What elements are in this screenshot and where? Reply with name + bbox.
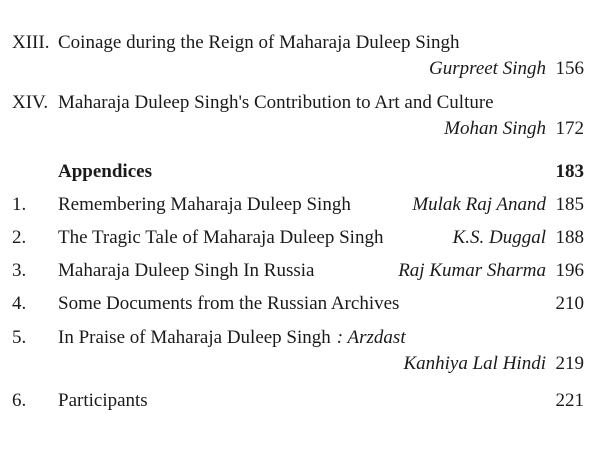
appendix-page-number: 221 — [555, 390, 584, 411]
appendix-author: Kanhiya Lal Hindi — [403, 353, 546, 374]
appendix-item-2 — [0, 225, 600, 251]
appendix-page-number: 219 — [555, 353, 584, 374]
entry-title: Maharaja Duleep Singh's Contribution to Art and Culture — [58, 92, 494, 113]
appendix-title: In Praise of Maharaja Duleep Singh — [58, 327, 331, 348]
appendix-page-number: 210 — [555, 293, 584, 314]
entry-page-number: 172 — [555, 118, 584, 139]
appendix-title: The Tragic Tale of Maharaja Duleep Singh — [58, 227, 384, 248]
appendix-number: 6. — [12, 390, 27, 411]
entry-author: Gurpreet Singh — [429, 58, 546, 79]
entry-author: Mohan Singh — [444, 118, 546, 139]
appendix-number: 2. — [12, 227, 27, 248]
entry-numeral: XIV. — [12, 92, 49, 113]
appendices-heading: Appendices — [58, 161, 152, 182]
appendix-item-4 — [0, 291, 600, 317]
appendix-title-suffix: : Arzdast — [336, 327, 406, 348]
appendix-item-5-byline — [0, 351, 600, 377]
appendix-title: Participants — [58, 390, 148, 411]
appendix-number: 1. — [12, 194, 27, 215]
toc-entry-xiii-byline — [0, 56, 600, 82]
appendix-author: K.S. Duggal — [452, 227, 546, 248]
appendices-heading-row — [0, 159, 600, 185]
appendix-number: 4. — [12, 293, 27, 314]
toc-entry-xiv — [0, 90, 600, 116]
appendices-page-number: 183 — [555, 161, 584, 182]
appendix-title: Remembering Maharaja Duleep Singh — [58, 194, 351, 215]
entry-title: Coinage during the Reign of Maharaja Duleep Singh — [58, 32, 460, 53]
toc-entry-xiii — [0, 30, 600, 56]
appendix-page-number: 196 — [555, 260, 584, 281]
appendix-item-1 — [0, 192, 600, 218]
appendix-author: Raj Kumar Sharma — [398, 260, 546, 281]
appendix-title: Maharaja Duleep Singh In Russia — [58, 260, 315, 281]
appendix-number: 5. — [12, 327, 27, 348]
appendix-title-group — [58, 325, 406, 351]
entry-numeral: XIII. — [12, 32, 50, 53]
appendix-page-number: 185 — [555, 194, 584, 215]
appendix-item-6 — [0, 388, 600, 414]
appendix-title: Some Documents from the Russian Archives — [58, 293, 400, 314]
appendix-page-number: 188 — [555, 227, 584, 248]
appendix-item-3 — [0, 258, 600, 284]
entry-page-number: 156 — [555, 58, 584, 79]
toc-entry-xiv-byline — [0, 116, 600, 142]
appendix-number: 3. — [12, 260, 27, 281]
appendix-author: Mulak Raj Anand — [412, 194, 546, 215]
appendix-item-5 — [0, 325, 600, 351]
